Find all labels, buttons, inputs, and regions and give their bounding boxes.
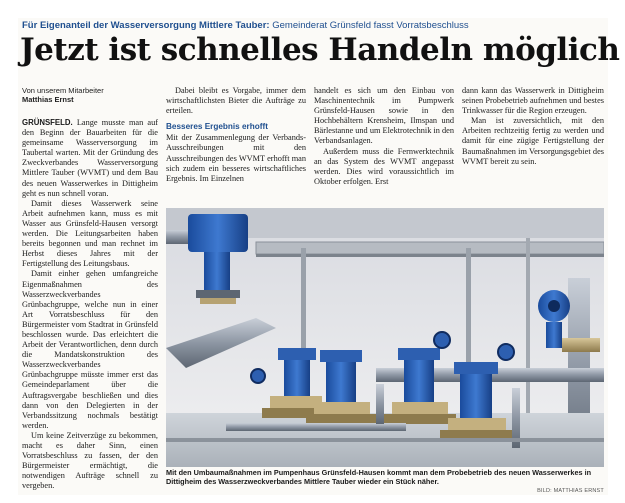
kicker [22, 20, 606, 31]
article-column-3 [314, 86, 454, 187]
byline-intro: Von unserem Mitarbeiter [22, 86, 104, 95]
dateline: GRÜNSFELD. [22, 118, 73, 127]
newspaper-clipping [18, 18, 620, 495]
article-paragraph: dann kann das Wasserwerk in Dittigheim seinen Probebetrieb aufnehmen und bestes Trinkwasser für die Region erzeugen. [462, 86, 604, 116]
kicker-topic: Für Eigenanteil der Wasserversorgung Mittlere Tauber: [22, 20, 270, 31]
kicker-subtopic: Gemeinderat Grünsfeld fasst Vorratsbeschluss [272, 20, 469, 31]
byline [22, 86, 104, 104]
paragraph-text: Lange musste man auf den Beginn der Bauarbeiten für die gemeinsame Wasserversorgung im Taubertal warten. Mit der Gründung des Zweckverbandes Wasserversorgung Mittlere Tauber (WVMT) und dem Bau des neuen Wasserwerkes in Dittigheim geht es nun schnell voran. [22, 118, 158, 198]
article-column-2 [166, 86, 306, 184]
article-column-4 [462, 86, 604, 167]
article-column-1 [22, 118, 158, 491]
pump-station-illustration [166, 208, 604, 467]
article-paragraph: Damit einher gehen umfangreiche Eigenmaßnahmen des Wasserzweckverbandes Grünbachgruppe, welche nun in einer Art Vorratsbeschluss für den Bürgermeister vom Stadtrat in Grünsfeld beschlossen wurde. Das erleichtert die Arbeit der Verantwortlichen, denn durch die Mandatskonstruktion des Wasserzweckverbandes Grünbachgruppe müsste immer erst das Gemeindeparlament über die Auftragsvergabe beschließen und dies dann von den Delegierten in der Verbandssitzung nochmals bestätigt werden. [22, 269, 158, 430]
subheading: Besseres Ergebnis erhofft [166, 122, 268, 132]
article-paragraph: Dabei bleibt es Vorgabe, immer dem wirtschaftlichsten Bieter die Aufträge zu erteilen. [166, 86, 306, 116]
photo-caption: Mit den Umbaumaßnahmen im Pumpenhaus Grünsfeld-Hausen kommt man dem Probebetrieb des neuen Wasserwerkes in Dittigheim des Wasserzweckverbandes Mittlere Tauber wieder ein Stück näher. [166, 468, 592, 486]
photo-credit: BILD: MATTHIAS ERNST [537, 488, 604, 494]
article-paragraph: Damit dieses Wasserwerk seine Arbeit aufnehmen kann, muss es mit Wasser aus Grünsfeld-Hausen versorgt werden. Die Leitungsarbeiten haben bereits begonnen und man rechnet im Herbst dieses Jahres mit der Fertigstellung des Leitungsbaus. [22, 198, 158, 269]
article-paragraph: Mit der Zusammenlegung der Verbands-Ausschreibungen mit den Ausschreibungen des WVMT erhofft man sich zudem ein besseres wirtschaftliches Ergebnis. Im Einzelnen [166, 133, 306, 183]
headline: Jetzt ist schnelles Handeln möglich [20, 32, 620, 68]
article-paragraph: Man ist zuversichtlich, mit den Arbeiten rechtzeitig fertig zu werden und damit für eine zügige Fertigstellung der Baumaßnahmen im Versorgungsgebiet des WVMT bereit zu sein. [462, 116, 604, 166]
pump-house-photo [166, 208, 604, 467]
article-paragraph: Außerdem muss die Fernwerktechnik an das System des WVMT angepasst werden. Dies wird voraussichtlich im Oktober erfolgen. Erst [314, 146, 454, 186]
article-paragraph: handelt es sich um den Einbau von Maschinentechnik im Pumpwerk Grünsfeld-Hausen sowie in den Hochbehältern Krensheim, Ilmspan und Bärlestanne und um Elektrotechnik in den Verbandsanlagen. [314, 86, 454, 146]
article-paragraph [22, 118, 158, 199]
article-paragraph: Um keine Zeitverzüge zu bekommen, macht es daher Sinn, einen Vorratsbeschluss zu fassen, der den Bürgermeister ermächtigt, die notwendigen Aufträge schnell zu vergeben. [22, 430, 158, 491]
byline-author: Matthias Ernst [22, 95, 74, 104]
